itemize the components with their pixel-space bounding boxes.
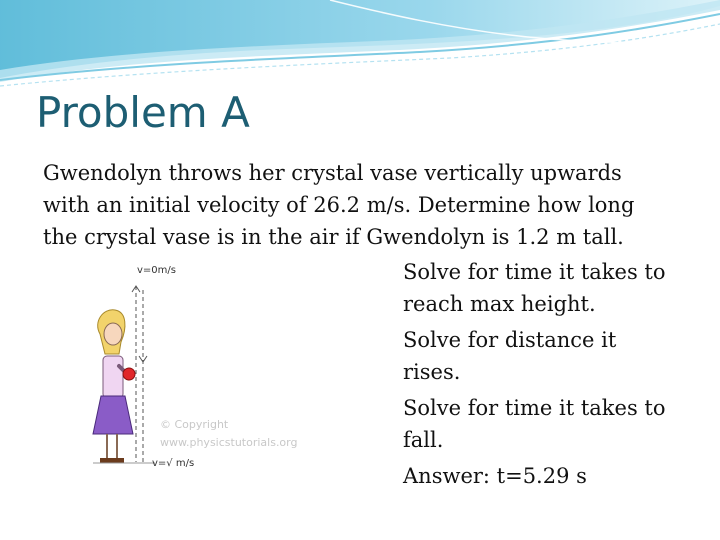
copyright-watermark: © Copyright bbox=[160, 418, 229, 431]
step-line: Solve for time it takes to bbox=[403, 396, 666, 420]
blouse-shape bbox=[103, 356, 123, 398]
solution-steps bbox=[403, 256, 703, 496]
step-time-to-max-height bbox=[403, 256, 703, 320]
website-watermark: www.physicstutorials.org bbox=[160, 436, 298, 449]
problem-statement bbox=[43, 157, 693, 253]
face-shape bbox=[104, 323, 122, 345]
step-line: Solve for distance it bbox=[403, 328, 617, 352]
top-velocity-label: v=0m/s bbox=[137, 265, 176, 276]
dress-shape bbox=[93, 396, 133, 434]
step-line: Solve for time it takes to bbox=[403, 260, 666, 284]
step-line: fall. bbox=[403, 428, 444, 452]
problem-statement-line: the crystal vase is in the air if Gwendolyn is 1.2 m tall. bbox=[43, 225, 624, 249]
slide-title: Problem A bbox=[36, 88, 250, 137]
step-line: reach max height. bbox=[403, 292, 596, 316]
step-line: rises. bbox=[403, 360, 461, 384]
header-wave-decoration bbox=[0, 0, 720, 90]
answer-text: Answer: t=5.29 s bbox=[403, 464, 587, 488]
step-answer bbox=[403, 460, 703, 492]
crystal-vase-shape bbox=[123, 368, 135, 380]
throw-illustration bbox=[85, 262, 315, 472]
problem-statement-line: Gwendolyn throws her crystal vase vertically upwards bbox=[43, 161, 622, 185]
step-rise-distance bbox=[403, 324, 703, 388]
bottom-velocity-label: v=√ m/s bbox=[152, 458, 195, 469]
problem-statement-line: with an initial velocity of 26.2 m/s. Determine how long bbox=[43, 193, 635, 217]
step-fall-time bbox=[403, 392, 703, 456]
